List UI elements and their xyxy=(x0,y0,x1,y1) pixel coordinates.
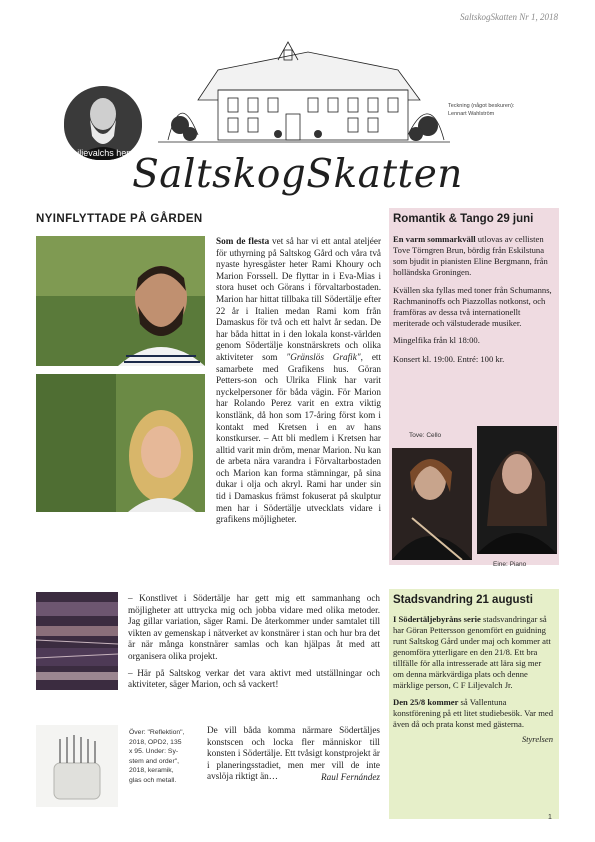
article-paragraph xyxy=(216,236,381,526)
article-paragraph: De vill båda komma närmare Södertäljes konstscen och locka fler människor till konsten i Södertälje. Ett tvåsigt konstprojekt är i planeringsstadiet, men mer vill de inte avslöja riktigt än… xyxy=(207,725,380,782)
article-text: vet så har vi ett antal ateljéer för uthyrning på Saltskog Gård och våra två nyaste hyresgäster heter Rami Khoury och Marion Forssell. De flyttar in i Eva-Mias i stora huset och Görans i förvaltarbostaden. Marion har hittat tillbaka till Södertälje efter 22 år i Italien medan Rami kom från Damaskus för två och ett halvt år sedan. De har båda hittat in i den lokala konst-världen genom Södertälje konstnärskrets och olika aktiviteter som xyxy=(216,236,381,362)
caption-line: x 95. Under: Sy- xyxy=(129,748,179,756)
city-walk-text-span: stadsvandringar så har Göran Pettersson genomfört en guidning runt Saltskog Gård under maj och kommer att genomföra ytterligare en den 21/8. Ett bra tillfälle för alla intresserade att lära sig mer om denna märkvärdiga plats och denne märklige person, C F Liljevalch Jr. xyxy=(393,614,551,690)
rami-photo xyxy=(36,236,205,366)
newsletter-title: SaltskogSkatten xyxy=(132,152,463,197)
project-name: "Gränslös Grafik" xyxy=(286,351,361,362)
tango-text xyxy=(393,234,553,365)
city-walk-lead: Den 25/8 kommer xyxy=(393,697,459,707)
artwork-caption xyxy=(129,728,201,786)
article-intro xyxy=(216,236,381,526)
city-walk-box xyxy=(389,589,559,819)
city-walk-text-span: så Vallentuna konstförening på ett litet studiebesök. Var med även då och prata konst med gästerna. xyxy=(393,697,553,729)
tango-paragraph xyxy=(393,234,553,278)
tango-paragraph: Konsert kl. 19:00. Entré: 100 kr. xyxy=(393,354,505,364)
city-walk-signature: Styrelsen xyxy=(521,734,553,744)
portrait-caption: Liljevalchs hem xyxy=(72,148,134,158)
article-heading: NYINFLYTTADE PÅ GÅRDEN xyxy=(36,213,203,225)
sculpture-photo xyxy=(36,725,118,807)
marion-photo xyxy=(36,374,205,512)
city-walk-lead: I Södertäljebyråns serie xyxy=(393,614,481,624)
tango-lead: En varm sommarkväll xyxy=(393,234,476,244)
piano-caption: Eine: Piano xyxy=(493,561,527,568)
tango-box xyxy=(389,208,559,568)
city-walk-paragraph xyxy=(393,697,553,730)
credit-line: Lennart Wahlström xyxy=(448,111,495,117)
article-lead: Som de flesta xyxy=(216,236,270,246)
city-walk-text xyxy=(393,614,553,744)
drawing-credit xyxy=(448,102,568,118)
city-walk-paragraph xyxy=(393,614,553,691)
cellist-photo xyxy=(392,448,472,560)
caption-line: 2018, OPD2, 135 xyxy=(129,738,182,746)
manor-drawing xyxy=(158,30,450,158)
article-quote-block xyxy=(128,593,380,691)
city-walk-heading: Stadsvandring 21 augusti xyxy=(393,594,533,606)
tango-paragraph: Kvällen ska fyllas med toner från Schumanns, Rachmaninoffs och Piazzollas notkonst, och framföras av dessa två internationellt meriterade och välstuderade musiker. xyxy=(393,285,552,328)
painting-reflektion xyxy=(36,592,118,690)
article-text: , ett samarbete med Grafikens hus. Göran Petters-son och Ulrika Flink har varit nyckelpersoner för båda vägin. För Marion har Rolando Perez varit en extra viktig konstlänk, då hon som 17-åring först kom i kontakt med Kretsen i en av hans konstkurser. – Att bli medlem i Kretsen har alltid varit min dröm, menar Marion. Nu kan de arbeta nära varandra i Förvaltarbostaden och Marion kan forma stämningar, på sina dukar i olja och akryl. Rami har under sin tid i Damaskus främst fokuserat på skulptur men har i Södertälje utvecklats vidare i grafikens möjligheter. xyxy=(216,351,382,525)
caption-line: glas och metall. xyxy=(129,776,177,784)
tango-text-span: utlovas av cellisten Tove Törngren Brun, bördig från Eskilstuna som bjudit in pianisten Eline Bergmann, från holländska Groningen. xyxy=(393,234,548,277)
tango-paragraph: Mingelfika från kl 18:00. xyxy=(393,335,480,345)
article-closing xyxy=(207,725,380,782)
tango-heading: Romantik & Tango 29 juni xyxy=(393,213,534,225)
article-paragraph: – Konstlivet i Södertälje har gett mig ett sammanhang och möjligheter att uttrycka mig och jobba vidare med olika metoder. Jag gillar variation, säger Rami. De återkommer under samtalet till vikten av gemenskap i nätverket av konstnärer i stan och hur bra det är när många konstnärer samlas och kan hjälpas åt med att organisera olika projekt. xyxy=(128,593,380,661)
article-signature: Raul Fernández xyxy=(321,771,380,782)
page-number: 1 xyxy=(548,814,552,821)
caption-line: Över: "Reflektion", xyxy=(129,729,185,736)
article-paragraph: – Här på Saltskog verkar det vara aktivt med utställningar och aktiviteter, säger Marion, och så vackert! xyxy=(128,667,380,690)
caption-line: 2018, keramik, xyxy=(129,767,174,775)
issue-label: SaltskogSkatten Nr 1, 2018 xyxy=(460,12,558,22)
caption-line: stem and order", xyxy=(129,757,180,765)
credit-line: Teckning (något beskuren): xyxy=(448,103,515,109)
pianist-photo xyxy=(477,426,557,554)
cello-caption: Tove: Cello xyxy=(409,432,442,439)
